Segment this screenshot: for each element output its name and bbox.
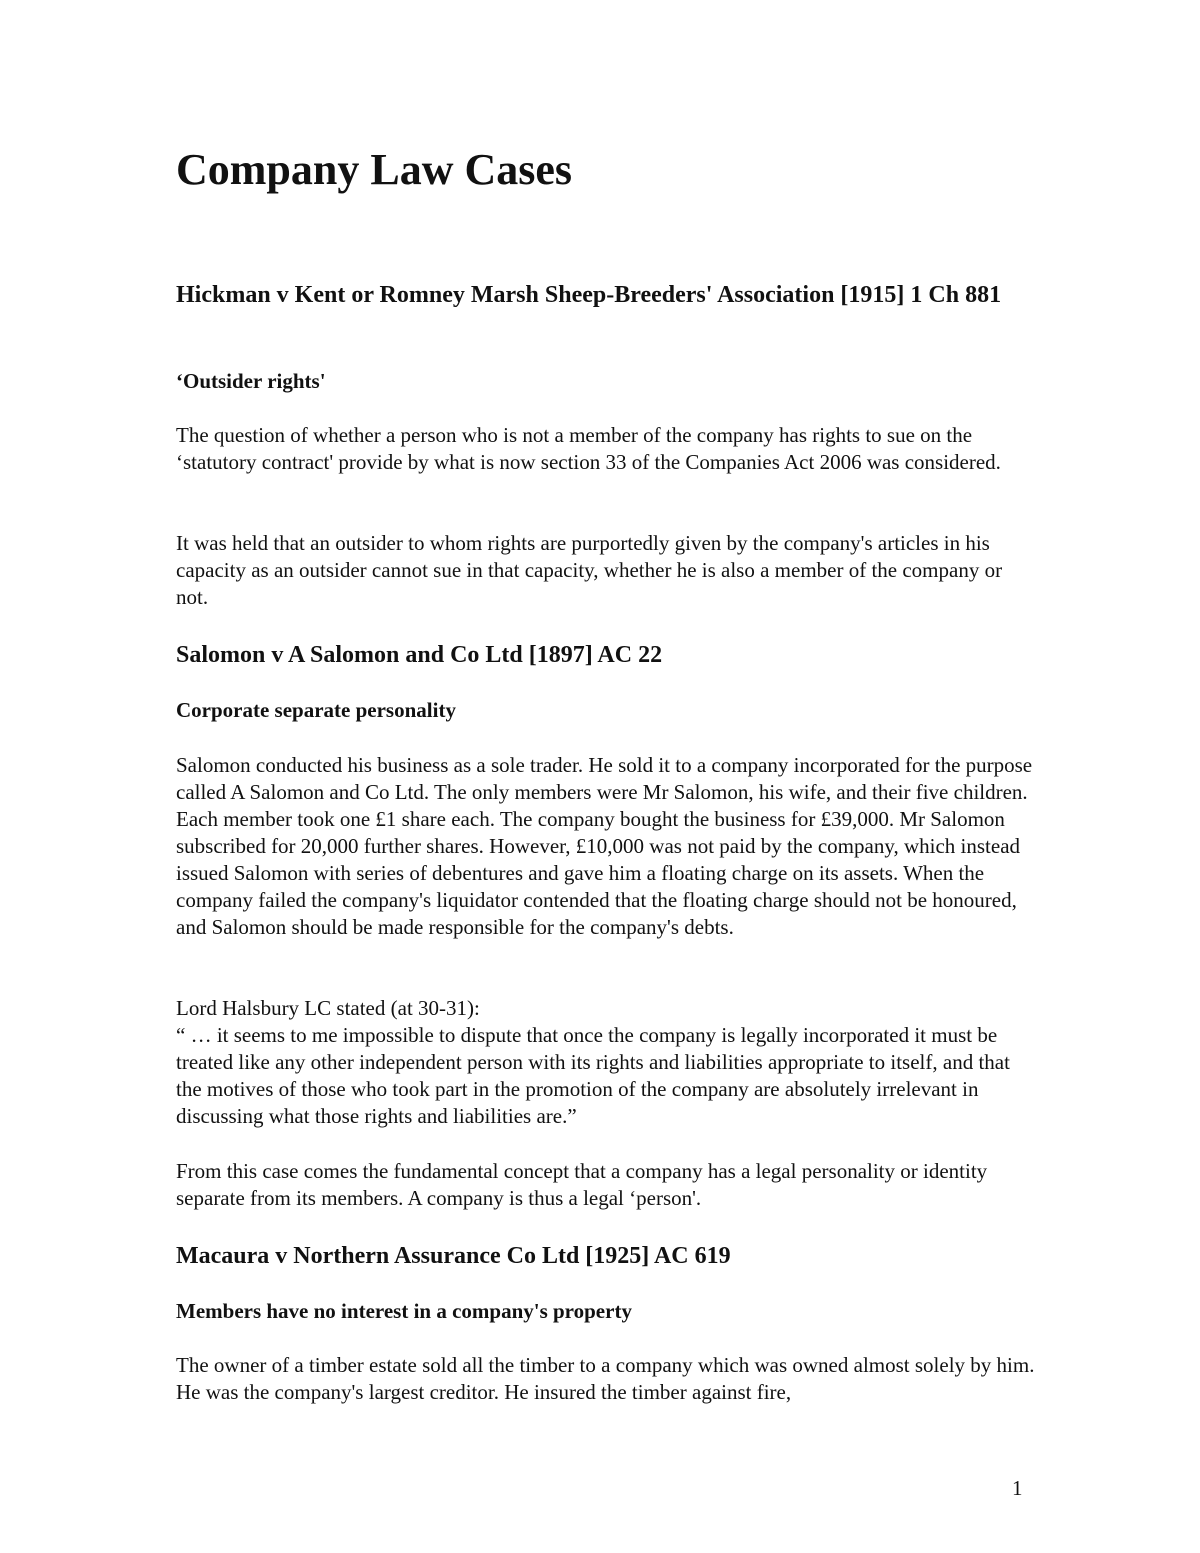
page-number: 1 <box>1012 1476 1023 1500</box>
case-subheading-macaura: Members have no interest in a company's property <box>176 1299 632 1323</box>
case-paragraph: It was held that an outsider to whom rights are purportedly given by the company's articles in his capacity as an outsider cannot sue in that capacity, whether he is also a member of the company or not. <box>176 531 1003 609</box>
case-subheading-salomon: Corporate separate personality <box>176 698 456 722</box>
case-heading-salomon: Salomon v A Salomon and Co Ltd [1897] AC 22 <box>176 642 663 668</box>
case-paragraph: Salomon conducted his business as a sole trader. He sold it to a company incorporated for the purpose called A Salomon and Co Ltd. The only members were Mr Salomon, his wife, and their five children. Each member took one £1 share each. The company bought the business for £39,000. Mr Salomon subscribed for 20,000 further shares. However, £10,000 was not paid by the company, which instead issued Salomon with series of debentures and gave him a floating charge on its assets. When the company failed the company's liquidator contended that the floating charge should not be honoured, and Salomon should be made responsible for the company's debts. <box>176 753 1033 939</box>
case-paragraph: The question of whether a person who is not a member of the company has rights to sue on the ‘statutory contract' provide by what is now section 33 of the Companies Act 2006 was considered. <box>176 423 1001 474</box>
case-paragraph: Lord Halsbury LC stated (at 30-31): <box>176 996 480 1020</box>
case-paragraph: From this case comes the fundamental concept that a company has a legal personality or identity separate from its members. A company is thus a legal ‘person'. <box>176 1159 988 1210</box>
case-paragraph: The owner of a timber estate sold all the timber to a company which was owned almost solely by him. He was the company's largest creditor. He insured the timber against fire, <box>176 1353 1035 1404</box>
document-title: Company Law Cases <box>176 145 573 194</box>
case-heading-hickman: Hickman v Kent or Romney Marsh Sheep-Breeders' Association [1915] 1 Ch 881 <box>176 282 1002 308</box>
case-heading-macaura: Macaura v Northern Assurance Co Ltd [1925] AC 619 <box>176 1243 731 1269</box>
quotation-paragraph: “ … it seems to me impossible to dispute that once the company is legally incorporated it must be treated like any other independent person with its rights and liabilities appropriate to itself, and that the motives of those who took part in the promotion of the company are absolutely irrelevant in discussing what those rights and liabilities are.” <box>176 1023 1010 1128</box>
case-subheading-hickman: ‘Outsider rights' <box>176 369 326 393</box>
